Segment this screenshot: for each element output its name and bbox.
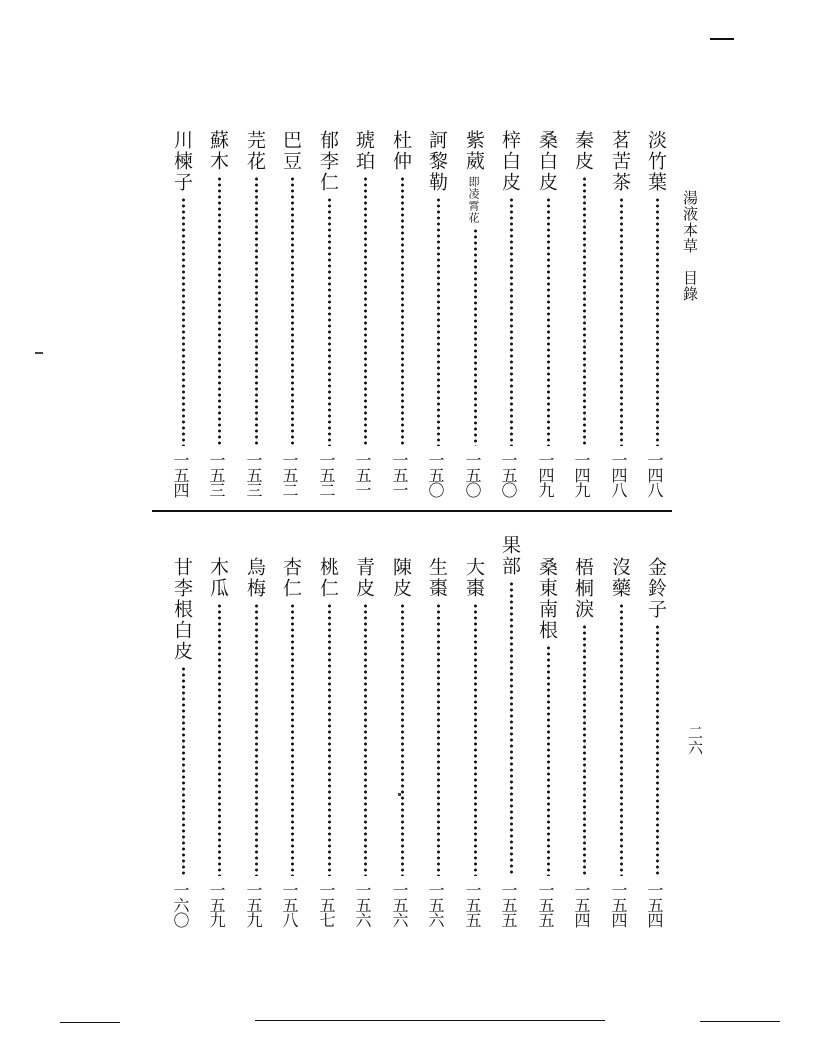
- contents-entry: [427, 557, 451, 932]
- entry-name: 梓白皮: [499, 130, 521, 193]
- contents-entry: [610, 130, 634, 502]
- contents-entry: [208, 130, 232, 502]
- entry-name: 芫花: [244, 130, 266, 172]
- entry-name: 桑白皮: [536, 130, 558, 193]
- entry-name: 杜仲: [390, 130, 412, 172]
- contents-entry: [464, 557, 488, 932]
- entry-page-number: 一五一: [390, 452, 409, 497]
- entry-page-number: 一五五: [463, 882, 482, 927]
- contents-entry: [281, 130, 305, 502]
- contents-entry: [391, 130, 415, 502]
- entry-page-number: 一四八: [645, 452, 664, 497]
- entry-name: 生棗: [426, 557, 448, 599]
- contents-entry: [318, 557, 342, 932]
- contents-entry: [245, 130, 269, 502]
- entry-annotation: 即凌霄花: [467, 176, 480, 224]
- entry-name: 甘李根白皮: [171, 557, 193, 662]
- entry-page-number: 一五三: [244, 452, 263, 497]
- entry-page-number: 一五六: [426, 882, 445, 927]
- dot-leader: [327, 603, 332, 876]
- contents-entry: [500, 130, 524, 502]
- dot-leader: [290, 603, 295, 876]
- dot-leader: [509, 581, 514, 876]
- entry-page-number: 一五二: [280, 452, 299, 497]
- contents-entry: [427, 130, 451, 502]
- dot-leader: [546, 645, 551, 876]
- entry-page-number: 一五九: [207, 882, 226, 927]
- contents-entry: [172, 130, 196, 502]
- dot-leader: [254, 603, 259, 876]
- contents-entry: [172, 557, 196, 932]
- section-heading: 果部: [499, 535, 521, 577]
- entry-page-number: 一六〇: [171, 882, 190, 927]
- entry-name: 郁李仁: [317, 130, 339, 193]
- entry-page-number: 一五五: [499, 882, 518, 927]
- entry-name: 木瓜: [207, 557, 229, 599]
- contents-entry: [354, 130, 378, 502]
- entry-page-number: 一五六: [353, 882, 372, 927]
- scan-speck: [398, 793, 401, 796]
- dot-leader: [473, 603, 478, 876]
- entry-page-number: 一五四: [572, 882, 591, 927]
- contents-entry: [573, 557, 597, 932]
- entry-name: 琥珀: [353, 130, 375, 172]
- contents-entry: [281, 557, 305, 932]
- entry-name: 陳皮: [390, 557, 412, 599]
- entry-page-number: 一四九: [572, 452, 591, 497]
- contents-entry: [208, 557, 232, 932]
- entry-name: 金鈴子: [645, 557, 667, 620]
- dot-leader: [400, 176, 405, 446]
- entry-page-number: 一五六: [390, 882, 409, 927]
- entry-name: 大棗: [463, 557, 485, 599]
- contents-entry: [354, 557, 378, 932]
- entry-name: 淡竹葉: [645, 130, 667, 193]
- entry-page-number: 一五〇: [463, 452, 482, 497]
- entry-name: 巴豆: [280, 130, 302, 172]
- entry-name: 蘇木: [207, 130, 229, 172]
- section-divider-rule: [152, 510, 672, 512]
- page-bottom-edge-rule: [255, 1020, 605, 1021]
- dot-leader: [181, 666, 186, 876]
- entry-name: 梧桐淚: [572, 557, 594, 620]
- dot-leader: [436, 603, 441, 876]
- entry-name: 桃仁: [317, 557, 339, 599]
- contents-entry: [537, 557, 561, 932]
- entry-name: 訶黎勒: [426, 130, 448, 193]
- entry-page-number: 一五四: [171, 452, 190, 497]
- dot-leader: [509, 197, 514, 446]
- dot-leader: [582, 176, 587, 446]
- dot-leader: [327, 197, 332, 446]
- dot-leader: [290, 176, 295, 446]
- dot-leader: [582, 624, 587, 876]
- entry-page-number: 一五〇: [426, 452, 445, 497]
- entry-name: 沒藥: [609, 557, 631, 599]
- section-heading-entry: [500, 535, 524, 932]
- entry-page-number: 一五一: [353, 452, 372, 497]
- contents-entry: [245, 557, 269, 932]
- contents-entry: [537, 130, 561, 502]
- entry-page-number: 一五四: [645, 882, 664, 927]
- page-top-mark: [710, 38, 734, 40]
- dot-leader: [217, 603, 222, 876]
- entry-name: 秦皮: [572, 130, 594, 172]
- entry-name: 川楝子: [171, 130, 193, 193]
- entry-page-number: 一四八: [609, 452, 628, 497]
- page-bottom-edge-rule: [60, 1022, 120, 1023]
- contents-entry: [573, 130, 597, 502]
- entry-name: 杏仁: [280, 557, 302, 599]
- entry-page-number: 一五〇: [499, 452, 518, 497]
- entry-page-number: 一五四: [609, 882, 628, 927]
- entry-name: 茗苦茶: [609, 130, 631, 193]
- contents-entry: [391, 557, 415, 932]
- dot-leader: [473, 228, 478, 446]
- contents-entry: [646, 557, 670, 932]
- entry-name: 青皮: [353, 557, 375, 599]
- entry-page-number: 一五二: [317, 452, 336, 497]
- dot-leader: [655, 624, 660, 876]
- page-number: 二六: [686, 725, 704, 755]
- dot-leader: [546, 197, 551, 446]
- entry-page-number: 一五八: [280, 882, 299, 927]
- entry-name: 桑東南根: [536, 557, 558, 641]
- contents-entry: [646, 130, 670, 502]
- dot-leader: [181, 197, 186, 446]
- dot-leader: [217, 176, 222, 446]
- dot-leader: [400, 603, 405, 876]
- dot-leader: [363, 603, 368, 876]
- page-bottom-edge-rule: [700, 1021, 780, 1022]
- entry-page-number: 一五九: [244, 882, 263, 927]
- entry-page-number: 一四九: [536, 452, 555, 497]
- contents-entry: [610, 557, 634, 932]
- dot-leader: [436, 197, 441, 446]
- contents-entry: [318, 130, 342, 502]
- dot-leader: [619, 197, 624, 446]
- scan-speck: [35, 352, 43, 354]
- entry-page-number: 一五七: [317, 882, 336, 927]
- entry-page-number: 一五五: [536, 882, 555, 927]
- running-head: 湯液本草 目錄: [681, 190, 699, 302]
- dot-leader: [655, 197, 660, 446]
- entry-name: 烏梅: [244, 557, 266, 599]
- entry-name: 紫葳: [463, 130, 485, 172]
- contents-entry: [464, 130, 488, 502]
- dot-leader: [363, 176, 368, 446]
- entry-page-number: 一五三: [207, 452, 226, 497]
- dot-leader: [254, 176, 259, 446]
- dot-leader: [619, 603, 624, 876]
